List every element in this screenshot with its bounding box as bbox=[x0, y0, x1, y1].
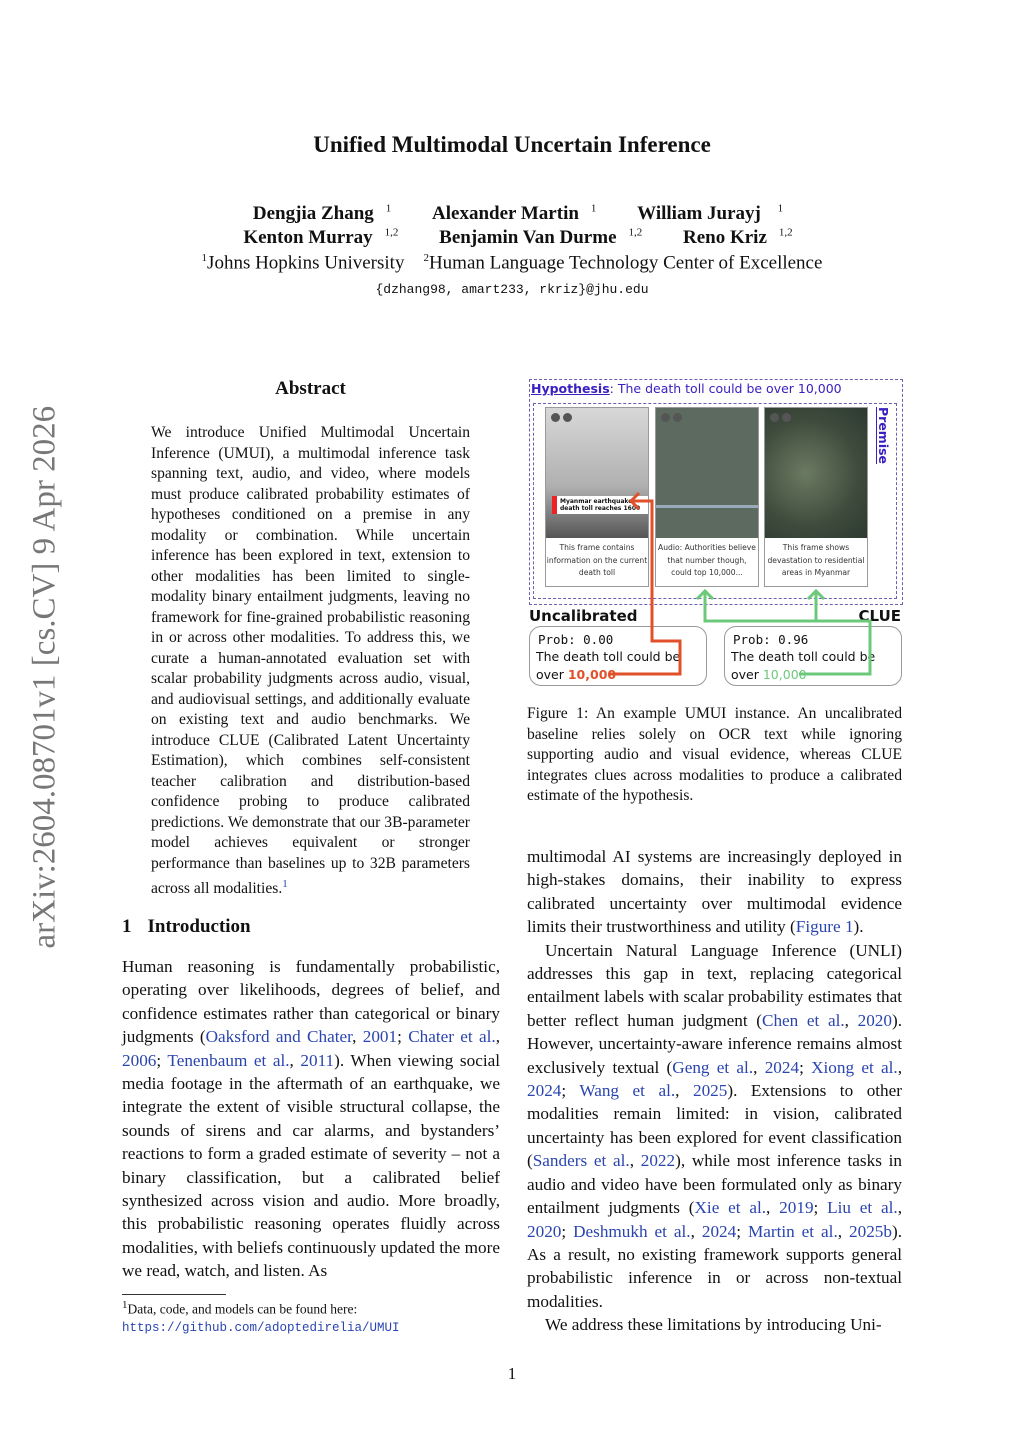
clue-arrow bbox=[697, 591, 870, 674]
author-name: Benjamin Van Durme bbox=[439, 227, 617, 249]
paragraph bbox=[527, 939, 902, 1314]
citation-link[interactable]: 2011 bbox=[300, 1050, 335, 1070]
author-name: William Jurayj bbox=[637, 203, 761, 225]
text: , bbox=[629, 1151, 641, 1171]
text: ). As a result, no existing framework supports general probabilistic inference in or across non-textual modalities. bbox=[527, 1221, 902, 1311]
text: , bbox=[675, 1081, 693, 1101]
affiliation: Human Language Technology Center of Excellence bbox=[428, 252, 823, 274]
text: ; bbox=[397, 1027, 409, 1047]
author-affiliation: 1,2 bbox=[778, 227, 793, 239]
author-affiliation: 1 bbox=[590, 203, 597, 215]
affiliation: Johns Hopkins University bbox=[207, 252, 405, 274]
highlighted-number: 10,000 bbox=[762, 667, 807, 682]
text: ; bbox=[736, 1221, 748, 1241]
author bbox=[231, 227, 398, 248]
frame-caption: Audio: Authorities believe that number though, could top 10,000... bbox=[658, 543, 756, 577]
paragraph bbox=[122, 955, 500, 1283]
text: ; bbox=[799, 1057, 812, 1077]
figure-arrows bbox=[527, 377, 903, 689]
authors-row-2 bbox=[0, 227, 1024, 249]
output-text: The death toll could be bbox=[536, 649, 681, 664]
paragraph bbox=[527, 845, 902, 939]
author bbox=[671, 227, 793, 248]
affiliations bbox=[0, 252, 1024, 274]
text: ; bbox=[561, 1221, 574, 1241]
figure-caption: Figure 1: An example UMUI instance. An uncalibrated baseline relies solely on OCR text while ignoring supporting audio and visual evidence, whereas CLUE integrates clues across modalities to produce a calibrated estimate of the hypothesis. bbox=[527, 705, 902, 804]
affiliation-number: 2 bbox=[423, 252, 429, 264]
citation-link[interactable]: Wang et al. bbox=[579, 1081, 676, 1101]
citation-link[interactable]: Xiong et al. bbox=[811, 1057, 898, 1077]
hypothesis-label: Hypothesis bbox=[531, 381, 610, 396]
text: , bbox=[837, 1221, 849, 1241]
ocr-caption: Myanmar earthquake death toll reaches 1600 bbox=[552, 496, 648, 514]
author bbox=[625, 203, 783, 224]
abstract-body bbox=[151, 423, 470, 900]
text: , bbox=[690, 1221, 702, 1241]
uncalibrated-label: Uncalibrated bbox=[529, 607, 638, 625]
text: , bbox=[897, 1198, 903, 1218]
footnote-divider bbox=[122, 1294, 226, 1295]
citation-link[interactable]: 2006 bbox=[122, 1050, 157, 1070]
author-emails: {dzhang98, amart233, rkriz}@jhu.edu bbox=[375, 282, 649, 297]
uncalibrated-arrow bbox=[609, 493, 680, 674]
author-affiliation: 1,2 bbox=[384, 227, 399, 239]
footnote-link[interactable]: 1 bbox=[282, 878, 288, 890]
text: ), while most inference tasks in audio and video have been formulated only as binary entailment judgments ( bbox=[527, 1151, 902, 1218]
citation-link[interactable]: Chen et al. bbox=[762, 1010, 845, 1030]
citation-link[interactable]: Chater et al. bbox=[408, 1027, 496, 1047]
author bbox=[420, 203, 596, 224]
text: ). When viewing social media footage in the aftermath of an earthquake, we integrate the extent of visible structural collapse, the sounds of sirens and car alarms, and bystanders’ reactions to form a graded estimate of severity – not a binary classification, but a calibrated belief synthesized across vision and audio. More broadly, this probabilistic reasoning operates fluidly across modalities, with beliefs continuously updated the more we read, watch, and listen. As bbox=[122, 1050, 500, 1281]
text: , bbox=[289, 1050, 301, 1070]
author-affiliation: 1 bbox=[385, 203, 392, 215]
citation-link[interactable]: 2019 bbox=[779, 1198, 814, 1218]
text: , bbox=[352, 1027, 363, 1047]
author bbox=[427, 227, 642, 248]
citation-link[interactable]: Liu et al. bbox=[827, 1198, 898, 1218]
author bbox=[241, 203, 391, 224]
text: ). Extensions to other modalities remain limited: in vision, calibrated uncertainty has been explored for event classification ( bbox=[527, 1081, 903, 1171]
output-text: The death toll could be bbox=[731, 649, 876, 664]
text: ). bbox=[853, 917, 864, 937]
arxiv-stamp: arXiv:2604.08701v1 [cs.CV] 9 Apr 2026 bbox=[26, 405, 63, 949]
author-name: Dengjia Zhang bbox=[252, 203, 374, 225]
intro-left-column bbox=[122, 955, 500, 1283]
citation-link[interactable]: 2001 bbox=[362, 1027, 398, 1047]
section-title: Introduction bbox=[147, 916, 251, 937]
citation-link[interactable]: Martin et al. bbox=[747, 1221, 838, 1241]
citation-link[interactable]: Figure 1 bbox=[795, 917, 854, 937]
figure-1 bbox=[527, 377, 903, 689]
text: We address these limitations by introducing Uni- bbox=[545, 1315, 882, 1335]
output-text: over bbox=[731, 667, 763, 682]
citation-link[interactable]: 2024 bbox=[527, 1081, 562, 1101]
text: ; bbox=[813, 1198, 828, 1218]
author-affiliation: 1,2 bbox=[628, 227, 643, 239]
text: , bbox=[753, 1057, 765, 1077]
author-name: Alexander Martin bbox=[432, 203, 579, 225]
clue-label: CLUE bbox=[858, 607, 901, 625]
frame-caption: This frame shows devastation to residential areas in Myanmar bbox=[767, 543, 865, 577]
premise-label: Premise bbox=[876, 407, 891, 465]
frame-caption: This frame contains information on the current death toll bbox=[546, 543, 648, 577]
author-name: Kenton Murray bbox=[243, 227, 373, 249]
intro-right-column bbox=[527, 845, 902, 1337]
text: , bbox=[844, 1010, 858, 1030]
output-text: over bbox=[536, 667, 568, 682]
affiliation-number: 1 bbox=[201, 252, 208, 264]
citation-link[interactable]: 2024 bbox=[701, 1221, 737, 1241]
citation-link[interactable]: Oaksford and Chater bbox=[205, 1027, 353, 1047]
section-number: 1 bbox=[122, 916, 132, 937]
authors-row-1 bbox=[0, 203, 1024, 225]
citation-link[interactable]: 2020 bbox=[857, 1010, 892, 1030]
citation-link[interactable]: 2025b bbox=[849, 1221, 892, 1241]
footnote-mark: 1 bbox=[122, 1299, 128, 1311]
footnote-url-link[interactable]: https://github.com/adoptedirelia/UMUI bbox=[122, 1320, 400, 1335]
footnote bbox=[122, 1297, 500, 1337]
paragraph bbox=[527, 1313, 902, 1336]
citation-link[interactable]: 2022 bbox=[640, 1151, 676, 1171]
author-name: Reno Kriz bbox=[683, 227, 767, 249]
text: , bbox=[897, 1057, 902, 1077]
text: , bbox=[495, 1027, 500, 1047]
citation-link[interactable]: Deshmukh et al. bbox=[573, 1221, 691, 1241]
text: Uncertain Natural Language Inference (UNLI) addresses this gap in text, replacing categorical entailment labels with scalar probability estimates that better reflect human judgment ( bbox=[527, 940, 902, 1030]
citation-link[interactable]: 2024 bbox=[764, 1057, 800, 1077]
citation-link[interactable]: 2025 bbox=[692, 1081, 728, 1101]
citation-link[interactable]: Sanders et al. bbox=[532, 1151, 630, 1171]
author-affiliation: 1 bbox=[777, 203, 784, 215]
probability: Prob: 0.00 bbox=[538, 632, 614, 647]
citation-link[interactable]: Geng et al. bbox=[672, 1057, 754, 1077]
hypothesis-text: : The death toll could be over 10,000 bbox=[609, 381, 842, 396]
section-heading-introduction bbox=[122, 916, 251, 938]
text: ; bbox=[561, 1081, 580, 1101]
text: ). However, uncertainty-aware inference remains almost exclusively textual ( bbox=[527, 1010, 903, 1077]
text: ; bbox=[156, 1050, 168, 1070]
citation-link[interactable]: 2020 bbox=[527, 1221, 562, 1241]
text: , bbox=[766, 1198, 780, 1218]
citation-link[interactable]: Xie et al. bbox=[694, 1198, 767, 1218]
page-number: 1 bbox=[507, 1364, 517, 1383]
highlighted-number: 10,000 bbox=[567, 667, 617, 682]
probability: Prob: 0.96 bbox=[733, 632, 809, 647]
citation-link[interactable]: Tenenbaum et al. bbox=[167, 1050, 290, 1070]
footnote-text: Data, code, and models can be found here: bbox=[127, 1301, 358, 1317]
paper-title: Unified Multimodal Uncertain Inference bbox=[313, 132, 711, 157]
abstract-text: We introduce Unified Multimodal Uncertain Inference (UMUI), a multimodal inference task spanning text, audio, and video, where models must produce calibrated probability estimates of hypotheses conditioned on a premise in any modality or combination. While uncertain inference has been explored in text, extension to other modalities has been limited to single-modality binary entailment judgments, leaving no framework for fine-grained probabilistic reasoning in or across other modalities. To address this, we curate a human-annotated evaluation set with scalar probability judgments across audio, visual, and audiovisual settings, and additionally evaluate on existing text and audio benchmarks. We introduce CLUE (Calibrated Latent Uncertainty Estimation), which combines self-consistent teacher calibration and distribution-based confidence probing to produce calibrated predictions. We demonstrate that our 3B-parameter model achieves equivalent or stronger performance than baselines up to 32B parameters across all modalities. bbox=[151, 424, 470, 898]
abstract-heading: Abstract bbox=[275, 378, 346, 399]
text: Human reasoning is fundamentally probabilistic, operating over likelihoods, degrees of belief, and confidence estimates rather than categorical or binary judgments ( bbox=[122, 957, 500, 1047]
text: multimodal AI systems are increasingly deployed in high-stakes domains, their inability to express calibrated uncertainty over multimodal evidence limits their trustworthiness and utility ( bbox=[527, 847, 902, 937]
